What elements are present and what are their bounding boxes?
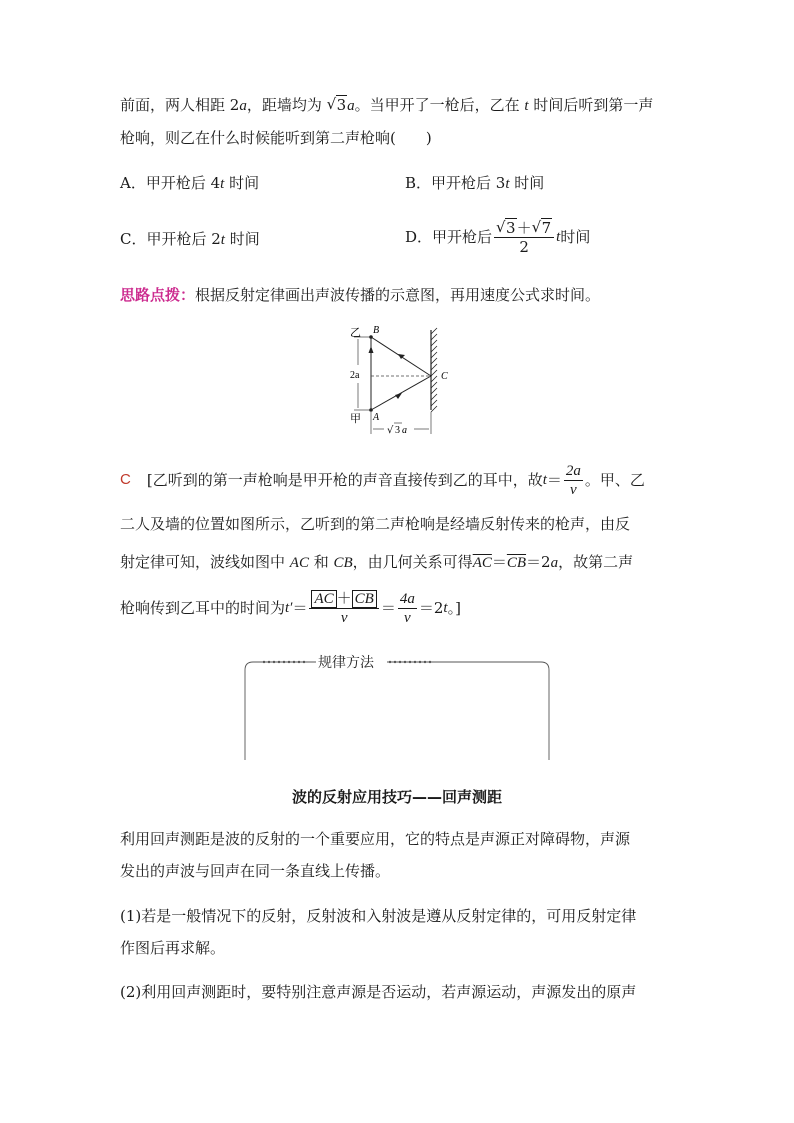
fraction-numerator: 4a xyxy=(399,590,415,607)
section-p2-l2: 作图后再求解。 xyxy=(120,939,226,957)
answer-text: 和 xyxy=(308,553,334,571)
method-box-frame xyxy=(244,660,550,760)
answer-var: t xyxy=(443,600,448,616)
option-a-suffix: 时间 xyxy=(224,174,260,192)
sqrt-value: 3 xyxy=(506,218,516,237)
q-var: a xyxy=(239,98,247,114)
question-line-2: 枪响，则乙在什么时候能听到第二声枪响( ) xyxy=(120,129,432,147)
q-var: a xyxy=(347,98,355,114)
option-d[interactable] xyxy=(405,212,590,262)
fraction-denominator: v xyxy=(404,609,411,626)
answer-text: ＝2 xyxy=(526,553,551,571)
fraction-denominator: v xyxy=(570,481,577,498)
label-a: A xyxy=(373,412,380,423)
arrow-ab xyxy=(369,346,374,353)
option-a[interactable] xyxy=(120,172,259,195)
reflection-diagram xyxy=(340,322,460,440)
option-c-prefix: C．甲开枪后 2 xyxy=(120,230,221,248)
answer-text: ，故第二声 xyxy=(558,553,634,571)
q-var: t xyxy=(524,98,529,114)
section-p1-l2: 发出的声波与回声在同一条直线上传播。 xyxy=(120,862,391,880)
sqrt-symbol xyxy=(327,94,348,116)
option-b-prefix: B．甲开枪后 3 xyxy=(405,174,506,192)
sqrt-value: 3 xyxy=(336,96,347,114)
label-sqrt-a: a xyxy=(402,425,407,436)
answer-var: t xyxy=(542,472,547,488)
option-c-var: t xyxy=(220,232,225,248)
q-text: 。当甲开了一枪后，乙在 xyxy=(354,96,525,114)
answer-line-2: 二人及墙的位置如图所示，乙听到的第二声枪响是经墙反射传来的枪声，由反 xyxy=(120,515,631,533)
option-d-denominator: 2 xyxy=(519,237,529,256)
hint-text: 根据反射定律画出声波传播的示意图，再用速度公式求时间。 xyxy=(195,286,601,304)
wall-hatching xyxy=(431,328,437,412)
option-d-numerator xyxy=(494,219,554,238)
answer-text: ＝2 xyxy=(418,599,444,617)
answer-text: 。甲、乙 xyxy=(584,471,645,489)
answer-letter: C xyxy=(120,471,131,488)
hint-line xyxy=(120,284,600,306)
answer-var: AC xyxy=(289,555,309,571)
option-a-var: t xyxy=(220,176,225,192)
answer-text: 枪响传到乙耳中的时间为 xyxy=(120,599,286,617)
section-p1-l1: 利用回声测距是波的反射的一个重要应用，它的特点是声源正对障碍物，声源 xyxy=(120,830,631,848)
answer-text: 。] xyxy=(447,599,461,617)
section-p3-l1: (2)利用回声测距时，要特别注意声源是否运动，若声源运动，声源发出的原声 xyxy=(120,983,637,1001)
label-c: C xyxy=(441,371,448,382)
answer-text: 射定律可知，波线如图中 xyxy=(120,553,290,571)
option-c-suffix: 时间 xyxy=(224,230,260,248)
answer-fraction-2 xyxy=(309,589,378,627)
overline-cb: $\overline{CB}$ xyxy=(506,555,527,571)
q-text: 时间后听到第一声 xyxy=(528,96,654,114)
option-d-prefix: D．甲开枪后 xyxy=(405,228,493,246)
question-line-1 xyxy=(120,94,653,117)
label-yi: 乙 xyxy=(350,326,361,339)
sqrt-sign: √ xyxy=(387,425,394,436)
answer-text: ＝ xyxy=(546,471,562,489)
plus-sign: ＋ xyxy=(336,589,352,607)
option-a-prefix: A．甲开枪后 4 xyxy=(120,174,221,192)
fraction-numerator: 2a xyxy=(565,462,581,479)
answer-var: t′ xyxy=(285,600,293,616)
answer-text: ，由几何关系可得 xyxy=(352,553,473,571)
section-p2-l1: (1)若是一般情况下的反射，反射波和入射波是遵从反射定律的，可用反射定律 xyxy=(120,907,637,925)
option-d-fraction xyxy=(494,219,554,256)
hint-label: 思路点拨： xyxy=(120,286,196,304)
fraction-denominator: v xyxy=(340,610,348,626)
option-b-suffix: 时间 xyxy=(509,174,545,192)
q-text: 前面，两人相距 2 xyxy=(120,96,240,114)
overline-ac: $\overline{AC}$ xyxy=(472,555,492,571)
q-text: ，距墙均为 xyxy=(246,96,327,114)
boxed-ac: AC xyxy=(311,590,336,608)
answer-var: CB xyxy=(333,555,353,571)
option-b-var: t xyxy=(505,176,510,192)
answer-text: [乙听到的第一声枪响是甲开枪的声音直接传到乙的耳中，故 xyxy=(146,471,543,489)
line-ac xyxy=(371,376,431,410)
section-title: 波的反射应用技巧——回声测距 xyxy=(291,788,502,806)
option-c[interactable] xyxy=(120,228,260,251)
plus-sign: ＋ xyxy=(516,218,532,237)
sqrt-value: 7 xyxy=(541,218,552,237)
answer-line-1 xyxy=(120,462,645,498)
option-b[interactable] xyxy=(405,172,544,195)
answer-line-4 xyxy=(120,588,461,628)
answer-text: ＝ xyxy=(491,553,507,571)
answer-var: a xyxy=(550,555,559,571)
boxed-cb: CB xyxy=(352,590,377,608)
fraction-numerator xyxy=(309,589,378,609)
answer-fraction-1 xyxy=(564,462,583,499)
answer-fraction-3 xyxy=(398,590,417,627)
label-sqrt-value: 3 xyxy=(395,425,400,436)
label-b: B xyxy=(373,325,380,336)
option-d-var: t xyxy=(556,229,561,245)
option-d-suffix: 时间 xyxy=(560,228,591,246)
label-jia: 甲 xyxy=(350,412,361,425)
answer-line-3 xyxy=(120,551,633,574)
label-2a: 2a xyxy=(350,370,360,381)
answer-text: ＝ xyxy=(292,599,308,617)
method-box-title: 规律方法 xyxy=(318,655,374,671)
answer-text: ＝ xyxy=(380,599,396,617)
